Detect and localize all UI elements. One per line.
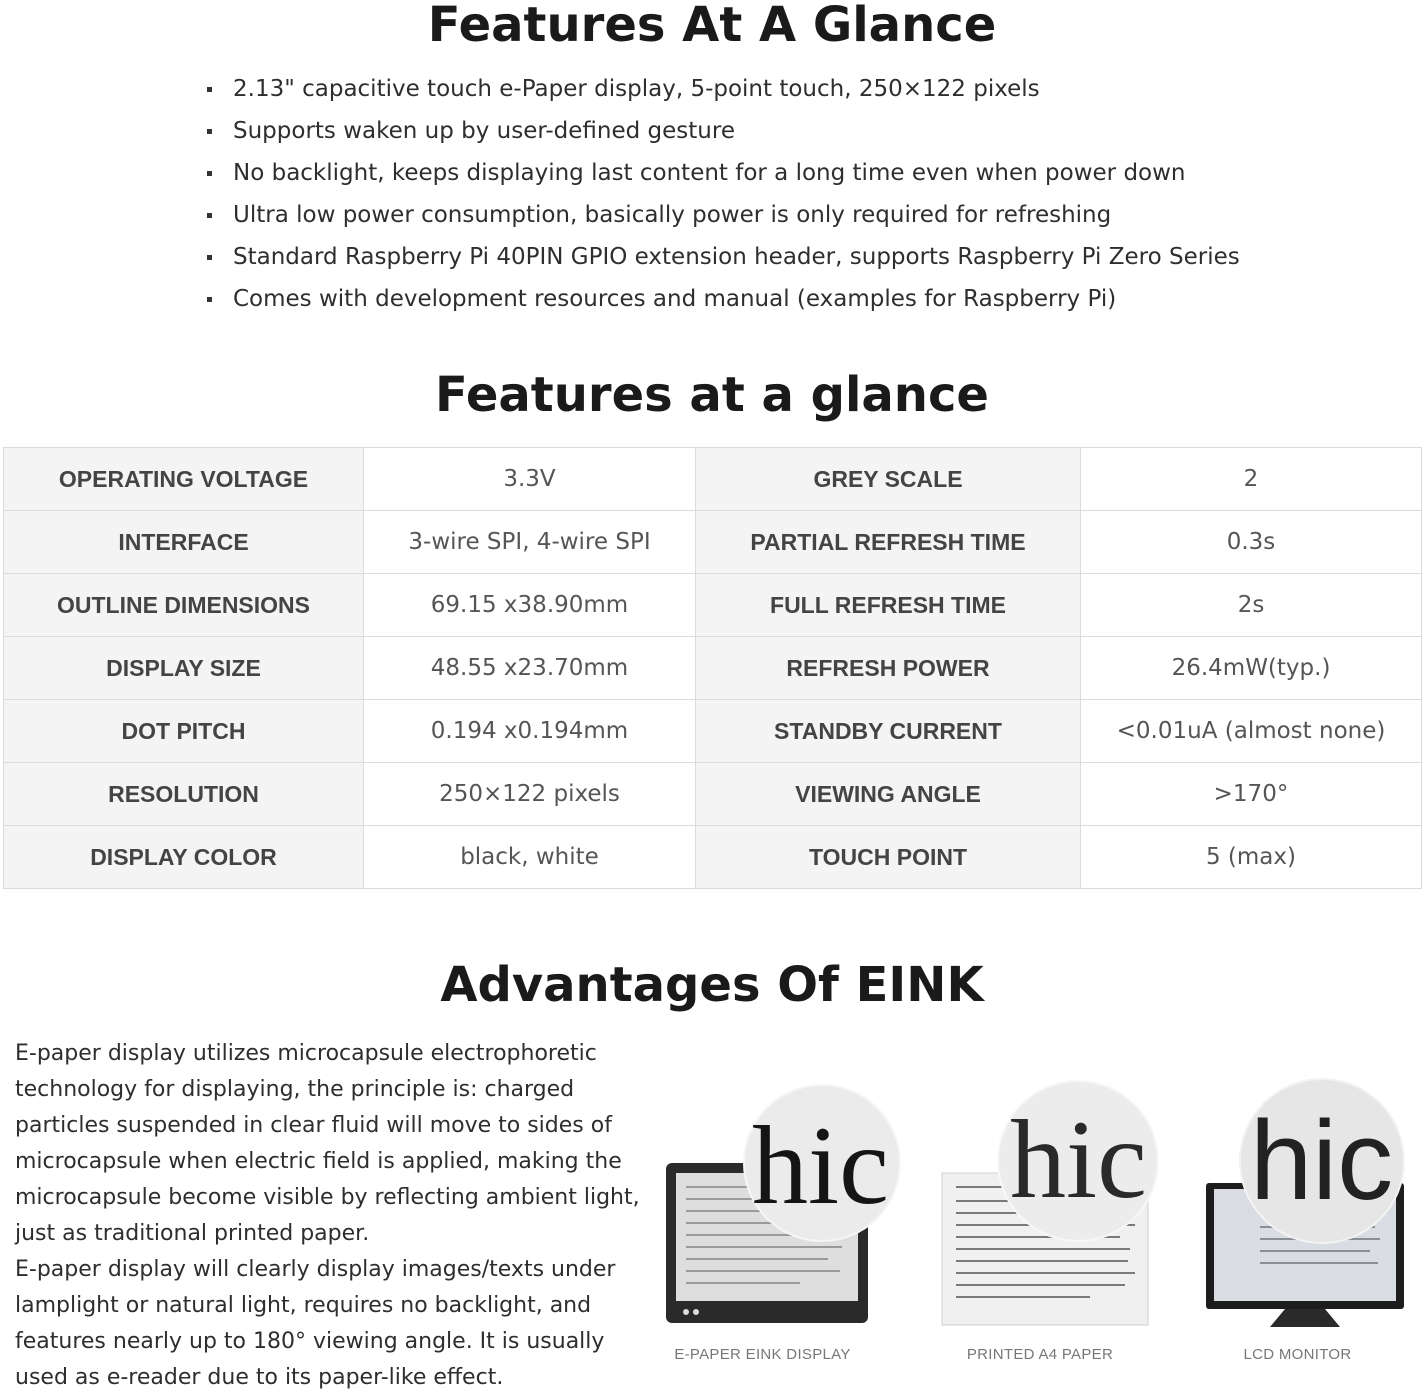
feature-list: [205, 68, 1240, 320]
spec-value: 2s: [1081, 574, 1422, 637]
feature-item: Supports waken up by user-defined gesture: [205, 110, 1240, 152]
table-row: [4, 700, 1422, 763]
printed-paper-image: [930, 1075, 1180, 1345]
spec-label: INTERFACE: [4, 511, 364, 574]
advantages-text: [15, 1036, 645, 1396]
spec-label: OUTLINE DIMENSIONS: [4, 574, 364, 637]
spec-value: >170°: [1081, 763, 1422, 826]
spec-label: VIEWING ANGLE: [696, 763, 1081, 826]
spec-value: 2: [1081, 448, 1422, 511]
spec-value: 69.15 x38.90mm: [364, 574, 696, 637]
spec-value: 5 (max): [1081, 826, 1422, 889]
feature-item: Comes with development resources and manual (examples for Raspberry Pi): [205, 278, 1240, 320]
paragraph: E-paper display will clearly display images/texts under lamplight or natural light, requires no backlight, and features nearly up to 180° viewing angle. It is usually used as e-reader due to its paper-like effect.: [15, 1257, 616, 1390]
table-row: [4, 574, 1422, 637]
table-row: [4, 511, 1422, 574]
features-title: Features At A Glance: [427, 0, 997, 53]
spec-value: black, white: [364, 826, 696, 889]
table-row: [4, 826, 1422, 889]
spec-label: PARTIAL REFRESH TIME: [696, 511, 1081, 574]
magnified-text: hic: [752, 1104, 889, 1228]
spec-value: 0.3s: [1081, 511, 1422, 574]
spec-label: STANDBY CURRENT: [696, 700, 1081, 763]
spec-label: REFRESH POWER: [696, 637, 1081, 700]
spec-label: DISPLAY COLOR: [4, 826, 364, 889]
table-row: [4, 637, 1422, 700]
spec-label: DISPLAY SIZE: [4, 637, 364, 700]
feature-item: Ultra low power consumption, basically power is only required for refreshing: [205, 194, 1240, 236]
magnified-text: hic: [1250, 1098, 1394, 1223]
spec-value: 3.3V: [364, 448, 696, 511]
feature-item: 2.13" capacitive touch e-Paper display, 5-point touch, 250×122 pixels: [205, 68, 1240, 110]
advantages-title: Advantages Of EINK: [440, 957, 984, 1013]
feature-item: No backlight, keeps displaying last content for a long time even when power down: [205, 152, 1240, 194]
spec-value: 3-wire SPI, 4-wire SPI: [364, 511, 696, 574]
spec-label: RESOLUTION: [4, 763, 364, 826]
lcd-monitor-image: [1190, 1075, 1424, 1345]
spec-value: 0.194 x0.194mm: [364, 700, 696, 763]
spec-label: GREY SCALE: [696, 448, 1081, 511]
feature-item: Standard Raspberry Pi 40PIN GPIO extension header, supports Raspberry Pi Zero Series: [205, 236, 1240, 278]
spec-label: FULL REFRESH TIME: [696, 574, 1081, 637]
paragraph: E-paper display utilizes microcapsule electrophoretic technology for displaying, the principle is: charged particles suspended in clear fluid will move to sides of microcapsule when electric field is applied, making the microcapsule become visible by reflecting ambient light, just as traditional printed paper.: [15, 1041, 640, 1246]
figure-caption: PRINTED A4 PAPER: [966, 1346, 1114, 1363]
figure-caption: LCD MONITOR: [1243, 1346, 1352, 1363]
table-row: [4, 763, 1422, 826]
spec-label: DOT PITCH: [4, 700, 364, 763]
epaper-display-image: [660, 1075, 910, 1345]
spec-table: [3, 447, 1422, 889]
spec-value: 26.4mW(typ.): [1081, 637, 1422, 700]
spec-label: OPERATING VOLTAGE: [4, 448, 364, 511]
table-row: [4, 448, 1422, 511]
spec-value: 250×122 pixels: [364, 763, 696, 826]
spec-value: <0.01uA (almost none): [1081, 700, 1422, 763]
spec-value: 48.55 x23.70mm: [364, 637, 696, 700]
magnified-text: hic: [1010, 1098, 1147, 1222]
spec-label: TOUCH POINT: [696, 826, 1081, 889]
spec-title: Features at a glance: [435, 367, 989, 423]
figure-caption: E-PAPER EINK DISPLAY: [674, 1346, 851, 1363]
